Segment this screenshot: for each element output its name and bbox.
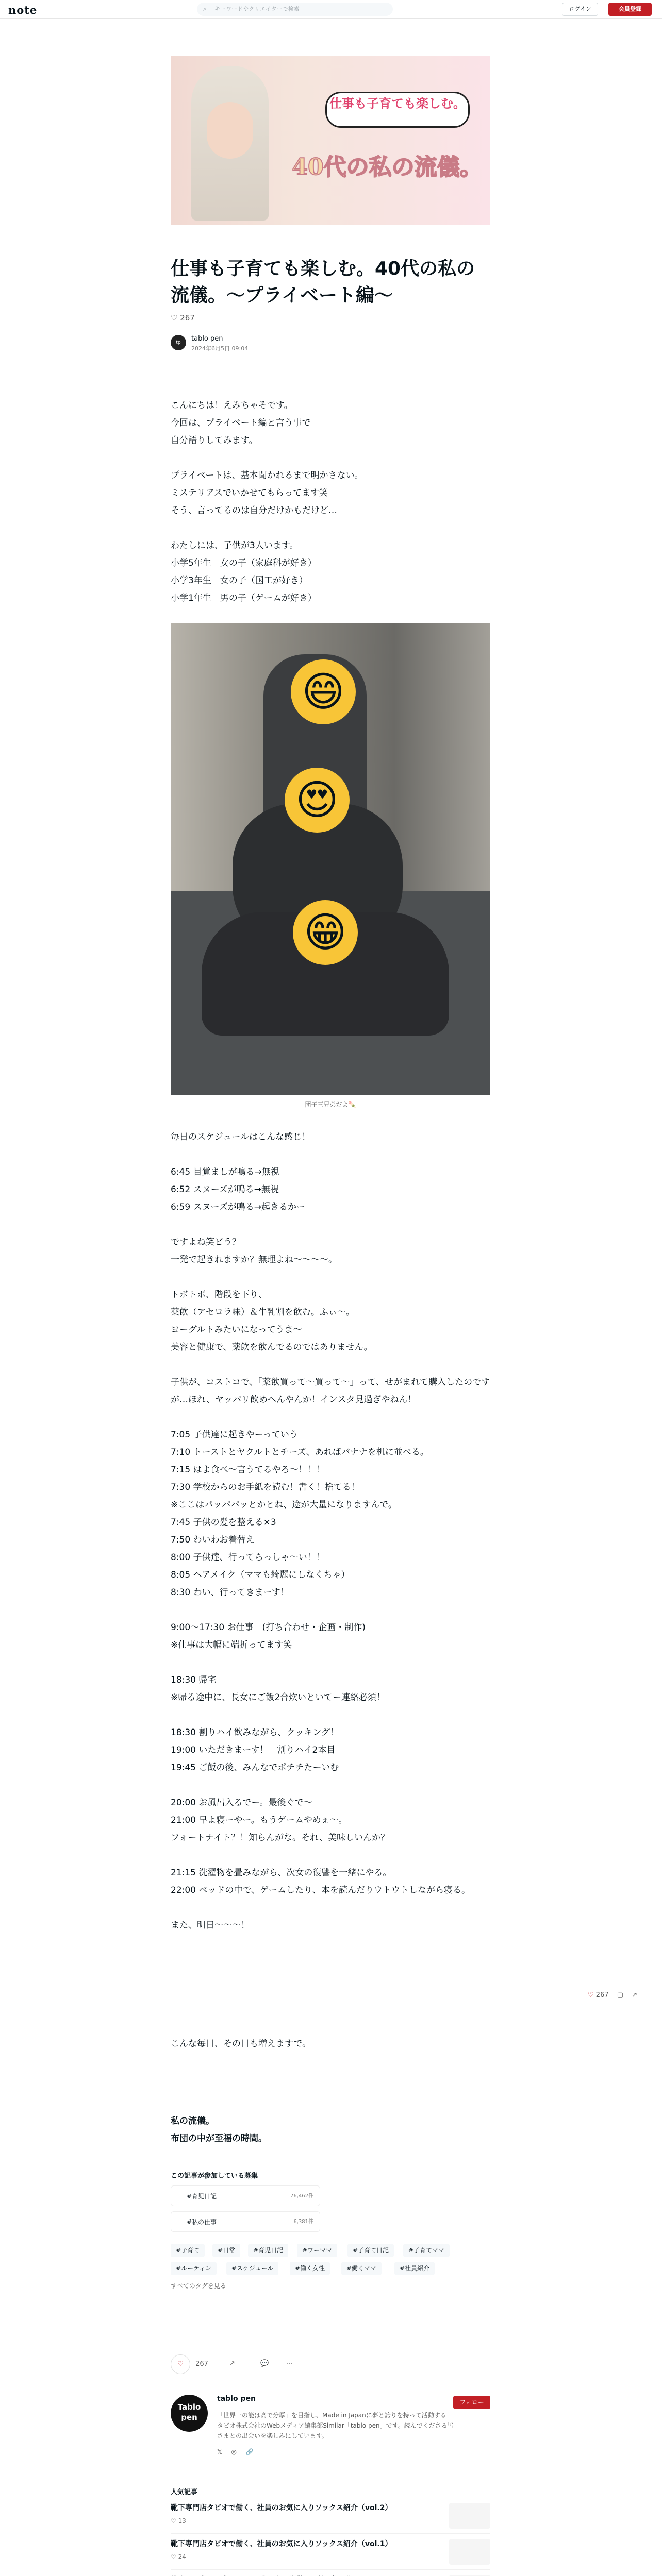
paragraph-line: 20:00 お風呂入るでー。最後ぐで〜 — [171, 1798, 312, 1808]
paragraph-line: 小学3年生 女の子（国工が好き） — [171, 575, 308, 586]
heart-icon: ♡ — [171, 2354, 190, 2374]
hashtag[interactable]: #育児日記 — [248, 2244, 288, 2257]
paragraph-line: 薬飲（アセロラ味）＆牛乳割を飲む。ふぃ〜。 — [171, 1307, 355, 1317]
paragraph-line — [171, 1216, 490, 1233]
paragraph-line: 小学5年生 女の子（家庭科が好き） — [171, 558, 317, 568]
paragraph-line: トボトボ、階段を下り、 — [171, 1290, 267, 1300]
hashtag[interactable]: #スケジュール — [226, 2262, 278, 2275]
share-icon[interactable]: ↗ — [632, 1991, 638, 1999]
author-name[interactable]: tablo pen — [191, 335, 223, 343]
article-schedule — [171, 1128, 490, 1934]
paragraph-line: ミステリアスでいかせてもらってます笑 — [171, 488, 328, 498]
paragraph-line: 7:50 わいわお着替え — [171, 1535, 255, 1545]
paragraph-line — [171, 1601, 490, 1619]
paragraph-line — [171, 1356, 490, 1374]
article-title: 仕事も子育ても楽しむ。40代の私の流儀。〜プライベート編〜 — [171, 258, 475, 306]
bookmark-icon[interactable]: ▢ — [617, 1991, 624, 1999]
signup-button[interactable]: 会員登録 — [608, 3, 652, 16]
paragraph-line: 今回は、プライベート編と言う事で — [171, 418, 311, 428]
popular-thumbnail — [449, 2539, 490, 2565]
paragraph-line: 18:30 割りハイ飲みながら、クッキング！ — [171, 1727, 339, 1738]
paragraph-line: 19:00 いただきまーす！ 割りハイ2本目 — [171, 1745, 336, 1755]
hashtag[interactable]: #子育て — [171, 2244, 205, 2257]
paragraph-line: 22:00 ベッドの中で、ゲームしたり、本を読んだりウトウトしながら寝る。 — [171, 1885, 471, 1895]
hashtag[interactable]: #社員紹介 — [394, 2262, 435, 2275]
paragraph-line: こんにちは！えみちゃそです。 — [171, 400, 293, 411]
floating-actions: ♡ 267 ▢ ↗ — [588, 1991, 638, 1999]
search-input[interactable] — [197, 3, 393, 16]
paragraph-line: 18:30 帰宅 — [171, 1675, 217, 1685]
more-options-icon[interactable]: ⋯ — [286, 2360, 293, 2367]
hero-bubble-text: 仕事も子育ても楽しむ。 — [325, 92, 470, 128]
paragraph-line — [171, 519, 490, 537]
paragraph-line: 7:15 はよ食べ〜言うてるやろ〜！！！ — [171, 1465, 325, 1475]
note-logo[interactable]: note — [8, 4, 38, 16]
paragraph-line — [171, 1776, 490, 1794]
paragraph-line: 7:05 子供達に起きやーっていう — [171, 1430, 298, 1440]
heart-icon: ♡ — [171, 2517, 176, 2524]
paragraph-line: ※ここはパッパパッとかとね、途が大量になりますんで。 — [171, 1500, 397, 1510]
hero-headline: 40代の私の流儀。 — [292, 154, 483, 180]
hashtag[interactable]: #働くママ — [341, 2262, 382, 2275]
profile-bio: 「世界一の能は高で分厚」を目指し、Made in Japanに夢と誇りを持って活動する タビオ株式会社のWebメディア編集部Similar「tablo pen」です。読んでくださる皆さまとの出会いを楽しみにしています。 — [217, 2412, 454, 2439]
paragraph-line: 美容と健康で、薬飲を飲んでるのではありません。 — [171, 1342, 373, 1352]
popular-article[interactable] — [171, 2572, 490, 2576]
popular-article[interactable]: 靴下専門店タビオで働く、社員のお気に入りソックス紹介（vol.1） ♡ 24 — [171, 2536, 490, 2570]
instagram-icon[interactable]: ◎ — [231, 2448, 237, 2455]
popular-article[interactable]: 靴下専門店タビオで働く、社員のお気に入りソックス紹介（vol.2） ♡ 13 — [171, 2500, 490, 2534]
grinning-face-emoji-icon: 😁 — [293, 900, 358, 965]
paragraph-line: 7:10 トーストとヤクルトとチーズ、あればバナナを机に並べる。 — [171, 1447, 429, 1458]
link-icon[interactable]: 🔗 — [245, 2448, 254, 2455]
popular-thumbnail — [449, 2503, 490, 2529]
magazine-heading: この記事が参加している募集 — [171, 2172, 258, 2180]
paragraph-line: 自分語りしてみます。 — [171, 435, 258, 446]
paragraph-line: ※帰る途中に、長女にご飯2合炊いといてー連絡必須！ — [171, 1692, 386, 1703]
paragraph-line — [171, 1706, 490, 1724]
paragraph-line: 子供が、コストコで、「薬飲買って〜買って〜」って、せがまれて購入したのですが…ほれ、ヤッパリ飲めへんやんか！インスタ見過ぎやねん！ — [171, 1377, 490, 1405]
paragraph-line: 7:30 学校からのお手紙を読む！書く！捨てる！ — [171, 1482, 360, 1493]
paragraph-line: 小学1年生 男の子（ゲームが好き） — [171, 593, 317, 603]
magazine-item[interactable]: #育児日記 76,462件 — [171, 2185, 320, 2206]
paragraph-line: 8:30 わい、行ってきまーす！ — [171, 1587, 289, 1598]
profile-avatar[interactable]: Tablo pen — [171, 2395, 208, 2432]
publish-date: 2024年6月5日 09:04 — [191, 345, 249, 352]
paragraph-line — [171, 1846, 490, 1864]
popular-heading: 人気記事 — [171, 2488, 198, 2496]
paragraph-line: 6:59 スヌーズが鳴る→起きるかー — [171, 1202, 305, 1212]
hashtag[interactable]: #日常 — [212, 2244, 240, 2257]
paragraph-line: 21:15 洗濯物を畳みながら、次女の復讐を一緒にやる。 — [171, 1868, 392, 1878]
paragraph-line: 21:00 早よ寝ーやー。もうゲームやめぇ〜。 — [171, 1815, 347, 1825]
hashtag[interactable]: #子育てママ — [403, 2244, 450, 2257]
author-avatar[interactable]: tp — [171, 335, 186, 350]
search-placeholder: キーワードやクリエイターで検索 — [214, 6, 300, 12]
smiling-face-emoji-icon: 😄 — [291, 659, 356, 724]
paragraph-line: 6:52 スヌーズが鳴る→無視 — [171, 1184, 279, 1195]
paragraph-line: 9:00〜17:30 お仕事 (打ち合わせ・企画・制作) — [171, 1622, 366, 1633]
paragraph-line: 毎日のスケジュールはこんな感じ！ — [171, 1132, 310, 1142]
paragraph-line: ヨーグルトみたいになってうま〜 — [171, 1325, 302, 1335]
paragraph-line: 布団の中が至福の時間。 — [171, 2133, 267, 2144]
paragraph-line: わたしには、子供が3人います。 — [171, 540, 299, 551]
paragraph-line: また、明日〜〜〜！ — [171, 1920, 250, 1930]
share-icon[interactable]: ↗ — [229, 2360, 235, 2367]
site-header — [0, 0, 662, 19]
paragraph-line: そう、言ってるのは自分だけかもだけど… — [171, 505, 337, 516]
hashtag[interactable]: #子育て日記 — [347, 2244, 394, 2257]
paragraph-line: ※仕事は大幅に端折ってます笑 — [171, 1640, 292, 1650]
paragraph-line: フォートナイト？！知らんがな。それ、美味しいんか？ — [171, 1833, 389, 1843]
paragraph-line — [171, 1409, 490, 1426]
x-icon[interactable]: 𝕏 — [217, 2448, 222, 2455]
profile-name[interactable]: tablo pen — [217, 2395, 256, 2403]
paragraph-line — [171, 1268, 490, 1286]
paragraph-line: 6:45 目覚ましが鳴る→無視 — [171, 1167, 279, 1177]
login-button[interactable]: ログイン — [562, 3, 598, 16]
article-photo — [171, 623, 490, 1095]
hashtag[interactable]: #働く女性 — [290, 2262, 330, 2275]
hero-image — [171, 56, 490, 225]
paragraph-line: 一発で起きれますか？無理よね〜〜〜〜。 — [171, 1255, 337, 1265]
paragraph-line — [171, 449, 490, 467]
profile-social-icons — [217, 2448, 254, 2455]
paragraph-line — [171, 1899, 490, 1917]
heart-icon[interactable]: ♡ — [588, 1991, 594, 1999]
paragraph-line: 8:00 子供達、行ってらっしゃ〜い！！ — [171, 1552, 325, 1563]
closing-line: こんな毎日、その日も増えますで。 — [171, 2039, 311, 2049]
article-intro — [171, 397, 490, 607]
hashtag[interactable]: #ルーティン — [171, 2262, 217, 2275]
paragraph-line: 19:45 ご飯の後、みんなでポチチたーいむ — [171, 1762, 339, 1773]
photo-caption: 団子三兄弟だよ🍡 — [305, 1101, 356, 1108]
comment-icon[interactable]: 💬 — [260, 2360, 269, 2367]
paragraph-line: ですよね笑ビう？ — [171, 1237, 241, 1247]
magazine-item[interactable]: #私の仕事 6,381件 — [171, 2211, 320, 2232]
follow-button[interactable]: フォロー — [453, 2396, 490, 2409]
closing-motto — [171, 2112, 490, 2147]
paragraph-line — [171, 1146, 490, 1163]
hero-face — [207, 102, 253, 159]
title-like-count[interactable]: ♡ 267 — [171, 313, 195, 323]
paragraph-line: 8:05 ヘアメイク（ママも綺麗にしなくちゃ） — [171, 1570, 350, 1580]
heart-eyes-emoji-icon: 😍 — [285, 768, 350, 833]
heart-icon: ♡ — [171, 313, 178, 323]
bottom-like-button[interactable]: ♡ 267 — [171, 2354, 208, 2374]
paragraph-line: 私の流儀。 — [171, 2116, 214, 2126]
hashtag[interactable]: #ワーママ — [297, 2244, 337, 2257]
paragraph-line — [171, 1654, 490, 1671]
paragraph-line: 7:45 子供の髪を整える×3 — [171, 1517, 276, 1528]
paragraph-line: プライベートは、基本聞かれるまで明かさない。 — [171, 470, 363, 481]
heart-icon: ♡ — [171, 2553, 176, 2561]
all-tags-link[interactable]: すべてのタグを見る — [171, 2282, 226, 2290]
author-profile-card — [171, 2395, 490, 2462]
search-icon: ⌕ — [203, 6, 207, 12]
